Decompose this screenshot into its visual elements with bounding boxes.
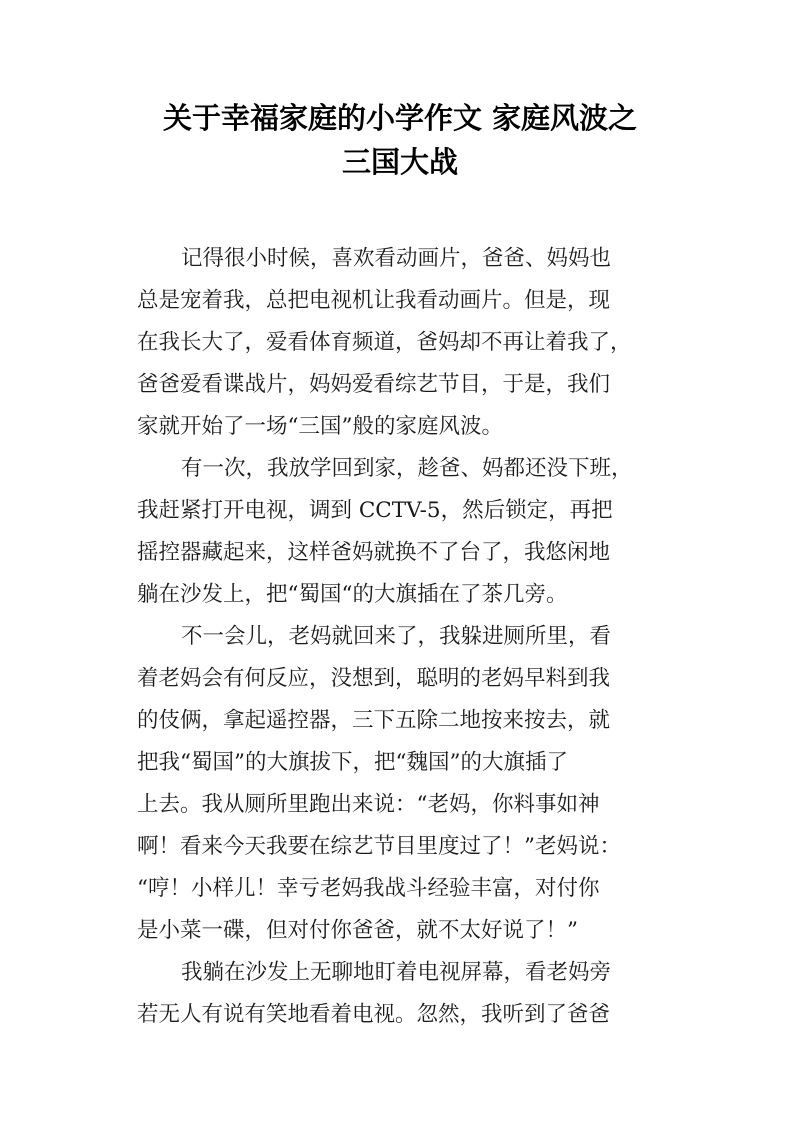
document-title <box>110 96 690 184</box>
text-line: 记得很小时候，喜欢看动画片，爸爸、妈妈也 <box>181 246 612 271</box>
text-line: 在我长大了，爱看体育频道，爸妈却不再让着我了， <box>137 330 632 355</box>
text-line: 我赶紧打开电视，调到 CCTV-5，然后锁定，再把 <box>137 498 613 523</box>
text-line: 爸爸爱看谍战片，妈妈爱看综艺节目，于是，我们 <box>137 372 611 397</box>
text-line: 若无人有说有笑地看着电视。忽然，我听到了爸爸 <box>137 1002 611 1027</box>
text-line: 的伎俩，拿起遥控器，三下五除二地按来按去，就 <box>137 708 611 733</box>
text-line: 不一会儿，老妈就回来了，我躲进厕所里，看 <box>181 624 612 649</box>
text-line: 家就开始了一场“三国”般的家庭风波。 <box>137 414 503 439</box>
title-line: 关于幸福家庭的小学作文 家庭风波之 <box>162 101 638 135</box>
text-line: 把我“蜀国”的大旗拔下，把“魏国”的大旗插了 <box>137 750 568 775</box>
text-line: 躺在沙发上，把“蜀国“的大旗插在了茶几旁。 <box>137 582 568 607</box>
text-line: 是小菜一碟，但对付你爸爸，就不太好说了！” <box>137 918 578 943</box>
text-line: “哼！小样儿！幸亏老妈我战斗经验丰富，对付你 <box>137 876 600 901</box>
text-line: 着老妈会有何反应，没想到，聪明的老妈早料到我 <box>137 666 611 691</box>
text-line: 啊！看来今天我要在综艺节目里度过了！”老妈说： <box>137 834 621 859</box>
text-line: 总是宠着我，总把电视机让我看动画片。但是，现 <box>137 288 611 313</box>
title-line: 三国大战 <box>341 145 458 179</box>
text-line: 我躺在沙发上无聊地盯着电视屏幕，看老妈旁 <box>181 960 612 985</box>
text-line: 上去。我从厕所里跑出来说：“老妈，你料事如神 <box>137 792 600 817</box>
document-body <box>137 238 677 1036</box>
text-line: 摇控器藏起来，这样爸妈就换不了台了，我悠闲地 <box>137 540 611 565</box>
text-line: 有一次，我放学回到家，趁爸、妈都还没下班， <box>181 456 633 481</box>
